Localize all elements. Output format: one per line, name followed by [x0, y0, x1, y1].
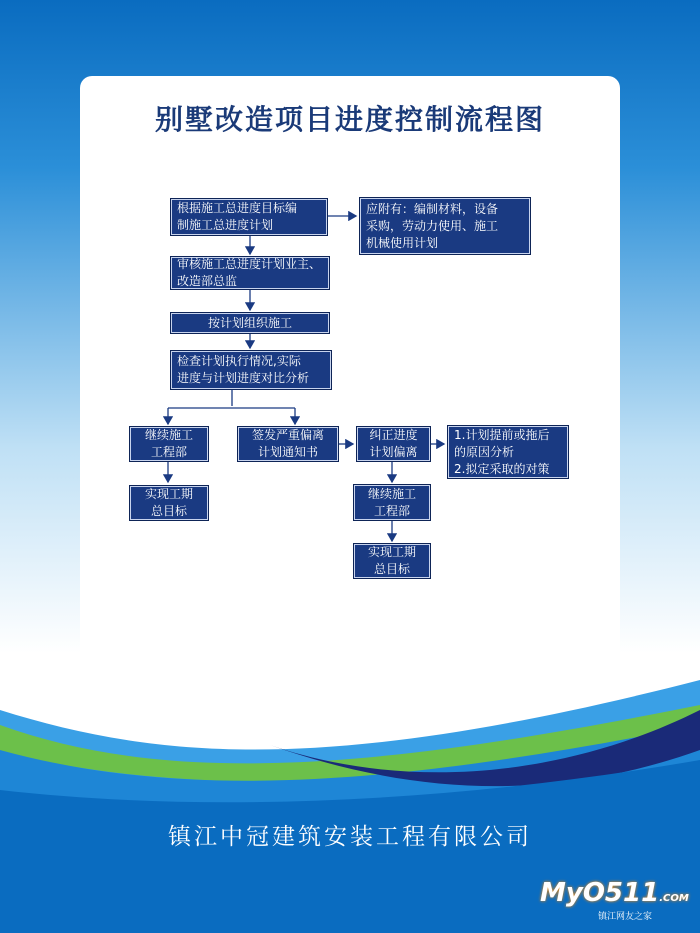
logo-subtitle: 镇江网友之家 — [598, 912, 653, 922]
logo-suffix: .COM — [659, 893, 689, 904]
flow-box-organize-construction — [170, 312, 330, 334]
site-logo — [540, 878, 689, 908]
flow-box-text: 应附有：编制材料，设备 采购，劳动力使用、施工 机械使用计划 — [366, 201, 499, 250]
flow-box-text: 1.计划提前或拖后 的原因分析 2.拟定采取的对策 — [454, 427, 550, 476]
flow-box-achieve-goal-right — [353, 543, 431, 579]
flow-box-text: 实现工期 总目标 — [367, 545, 416, 576]
flow-box-cause-analysis — [447, 425, 569, 479]
flow-box-correct-deviation — [356, 426, 431, 462]
flow-box-text: 审核施工总进度计划业主、 改造部总监 — [177, 257, 322, 288]
flow-box-text: 签发严重偏离 计划通知书 — [251, 428, 324, 459]
flow-box-text: 继续施工 工程部 — [144, 428, 193, 459]
flow-box-achieve-goal-left — [129, 485, 209, 521]
page-title: 别墅改造项目进度控制流程图 — [154, 103, 545, 136]
flow-box-compile-plan — [170, 198, 328, 236]
logo-text: MyO511 — [540, 878, 660, 908]
flow-box-text: 检查计划执行情况,实际 进度与计划进度对比分析 — [177, 354, 310, 385]
flow-box-note-attachments — [359, 197, 531, 255]
flow-box-check-execution — [170, 350, 332, 390]
flow-box-text: 继续施工 工程部 — [367, 486, 416, 518]
flow-box-continue-construction — [129, 426, 209, 462]
flow-box-text: 根据施工总进度目标编 制施工总进度计划 — [177, 201, 298, 232]
flow-box-text: 按计划组织施工 — [207, 315, 292, 330]
flow-box-review-plan — [170, 256, 330, 290]
flow-box-issue-deviation-notice — [237, 426, 339, 462]
flow-box-text: 实现工期 总目标 — [144, 487, 193, 518]
company-name-footer: 镇江中冠建筑安装工程有限公司 — [168, 824, 532, 850]
flow-box-continue-construction-right — [353, 484, 431, 521]
flow-box-text: 纠正进度 计划偏离 — [369, 428, 418, 459]
